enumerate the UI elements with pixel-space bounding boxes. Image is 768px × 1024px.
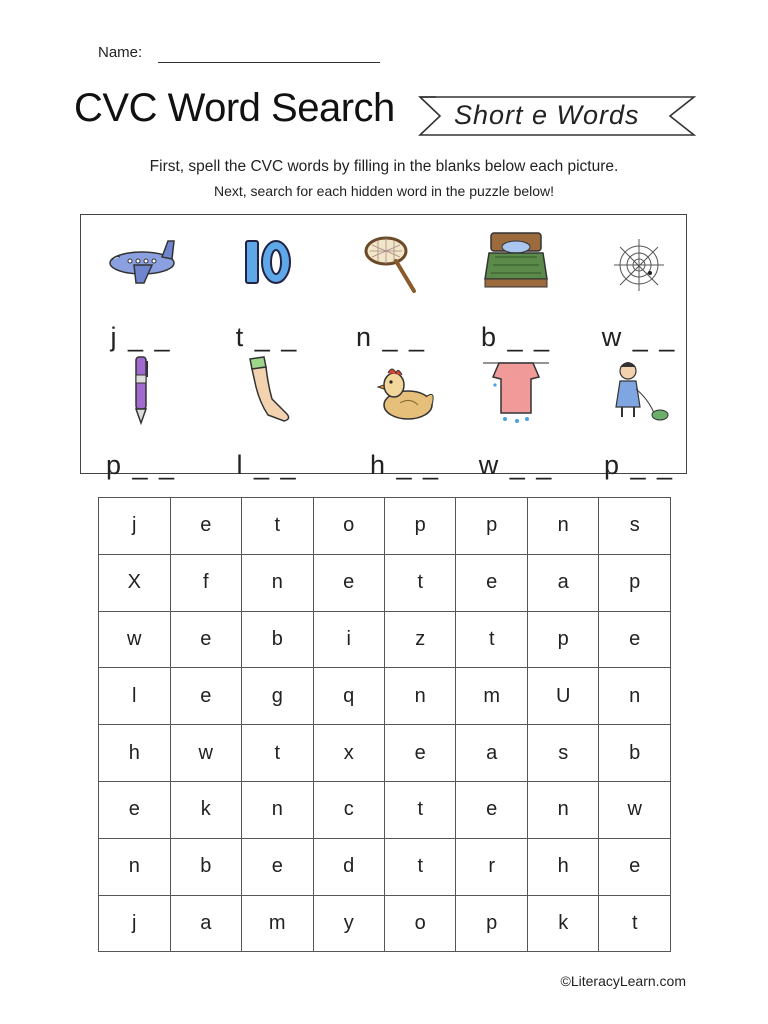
bed-icon	[481, 227, 551, 297]
grid-cell[interactable]: X	[99, 554, 171, 611]
grid-cell[interactable]: x	[313, 725, 384, 782]
picture-pen	[91, 355, 191, 480]
word-prompt[interactable]: t _ _	[235, 322, 299, 352]
grid-cell[interactable]: n	[527, 498, 599, 555]
word-prompt[interactable]: p _ _	[105, 450, 177, 480]
grid-cell[interactable]: z	[384, 611, 455, 668]
grid-cell[interactable]: y	[313, 895, 384, 952]
grid-cell[interactable]: o	[313, 498, 384, 555]
word-search-grid	[98, 497, 671, 952]
picture-bed	[466, 227, 566, 352]
instruction-line-1: First, spell the CVC words by filling in the blanks below each picture.	[149, 158, 619, 175]
grid-cell[interactable]: e	[313, 554, 384, 611]
name-field[interactable]	[158, 62, 380, 63]
grid-cell[interactable]: c	[313, 781, 384, 838]
grid-cell[interactable]: p	[456, 895, 528, 952]
grid-cell[interactable]: o	[384, 895, 455, 952]
word-prompt[interactable]: p _ _	[603, 450, 675, 480]
grid-cell[interactable]: b	[170, 838, 242, 895]
word-prompt[interactable]: j _ _	[110, 322, 172, 352]
grid-cell[interactable]: k	[527, 895, 599, 952]
hen-icon	[370, 355, 440, 425]
web-icon	[604, 227, 674, 297]
grid-cell[interactable]: j	[99, 498, 171, 555]
pet-icon	[604, 355, 674, 425]
grid-cell[interactable]: U	[527, 668, 599, 725]
copyright: ©LiteracyLearn.com	[560, 973, 686, 989]
grid-cell[interactable]: t	[599, 895, 671, 952]
grid-cell[interactable]: e	[99, 781, 171, 838]
grid-cell[interactable]: e	[599, 838, 671, 895]
grid-row	[99, 668, 671, 725]
word-prompt[interactable]: l _ _	[236, 450, 298, 480]
grid-row	[99, 838, 671, 895]
grid-cell[interactable]: p	[456, 498, 528, 555]
grid-cell[interactable]: e	[599, 611, 671, 668]
grid-cell[interactable]: s	[599, 498, 671, 555]
grid-cell[interactable]: e	[170, 668, 242, 725]
word-prompt[interactable]: h _ _	[369, 450, 441, 480]
grid-cell[interactable]: l	[99, 668, 171, 725]
grid-cell[interactable]: b	[242, 611, 314, 668]
grid-cell[interactable]: g	[242, 668, 314, 725]
grid-row	[99, 554, 671, 611]
picture-pet	[589, 355, 689, 480]
grid-cell[interactable]: t	[242, 725, 314, 782]
subtitle: Short e Words	[454, 100, 640, 130]
grid-cell[interactable]: t	[242, 498, 314, 555]
grid-cell[interactable]: a	[527, 554, 599, 611]
word-prompt[interactable]: b _ _	[480, 322, 552, 352]
page-title: CVC Word Search	[74, 86, 395, 130]
word-prompt[interactable]: w _ _	[601, 322, 677, 352]
grid-cell[interactable]: n	[384, 668, 455, 725]
grid-cell[interactable]: w	[170, 725, 242, 782]
picture-leg	[217, 355, 317, 480]
grid-cell[interactable]: t	[384, 838, 455, 895]
grid-cell[interactable]: e	[456, 554, 528, 611]
picture-net	[341, 227, 441, 352]
grid-cell[interactable]: a	[456, 725, 528, 782]
subtitle-banner	[418, 93, 698, 139]
grid-cell[interactable]: i	[313, 611, 384, 668]
leg-icon	[232, 355, 302, 425]
name-row	[98, 42, 388, 66]
grid-cell[interactable]: e	[170, 498, 242, 555]
grid-cell[interactable]: p	[599, 554, 671, 611]
grid-cell[interactable]: h	[527, 838, 599, 895]
grid-cell[interactable]: n	[527, 781, 599, 838]
grid-cell[interactable]: e	[456, 781, 528, 838]
grid-cell[interactable]: n	[99, 838, 171, 895]
word-prompt[interactable]: w _ _	[478, 450, 554, 480]
grid-row	[99, 895, 671, 952]
grid-row	[99, 498, 671, 555]
ten-icon	[232, 227, 302, 297]
grid-cell[interactable]: a	[170, 895, 242, 952]
grid-cell[interactable]: n	[599, 668, 671, 725]
grid-cell[interactable]: m	[456, 668, 528, 725]
grid-cell[interactable]: t	[384, 554, 455, 611]
grid-row	[99, 725, 671, 782]
instruction-line-2: Next, search for each hidden word in the puzzle below!	[213, 183, 555, 199]
grid-cell[interactable]: w	[599, 781, 671, 838]
grid-cell[interactable]: h	[99, 725, 171, 782]
grid-cell[interactable]: n	[242, 554, 314, 611]
wet-icon	[481, 355, 551, 425]
picture-panel	[80, 214, 687, 480]
pen-icon	[106, 355, 176, 425]
picture-hen	[355, 355, 455, 480]
picture-web	[589, 227, 689, 352]
grid-row	[99, 611, 671, 668]
grid-cell[interactable]: p	[384, 498, 455, 555]
word-prompt[interactable]: n _ _	[355, 322, 427, 352]
grid-cell[interactable]: t	[456, 611, 528, 668]
grid-cell[interactable]: d	[313, 838, 384, 895]
grid-cell[interactable]: e	[242, 838, 314, 895]
grid-cell[interactable]: m	[242, 895, 314, 952]
grid-cell[interactable]: q	[313, 668, 384, 725]
grid-cell[interactable]: k	[170, 781, 242, 838]
grid-cell[interactable]: t	[384, 781, 455, 838]
name-label: Name:	[98, 44, 143, 61]
grid-cell[interactable]: f	[170, 554, 242, 611]
grid-cell[interactable]: s	[527, 725, 599, 782]
picture-ten	[217, 227, 317, 352]
grid-cell[interactable]: w	[99, 611, 171, 668]
net-icon	[356, 227, 426, 297]
grid-cell[interactable]: b	[599, 725, 671, 782]
grid-cell[interactable]: j	[99, 895, 171, 952]
grid-cell[interactable]: e	[384, 725, 455, 782]
grid-cell[interactable]: p	[527, 611, 599, 668]
picture-jet	[91, 227, 191, 352]
grid-row	[99, 781, 671, 838]
grid-cell[interactable]: n	[242, 781, 314, 838]
jet-icon	[106, 227, 176, 297]
grid-cell[interactable]: r	[456, 838, 528, 895]
grid-cell[interactable]: e	[170, 611, 242, 668]
picture-wet	[466, 355, 566, 480]
